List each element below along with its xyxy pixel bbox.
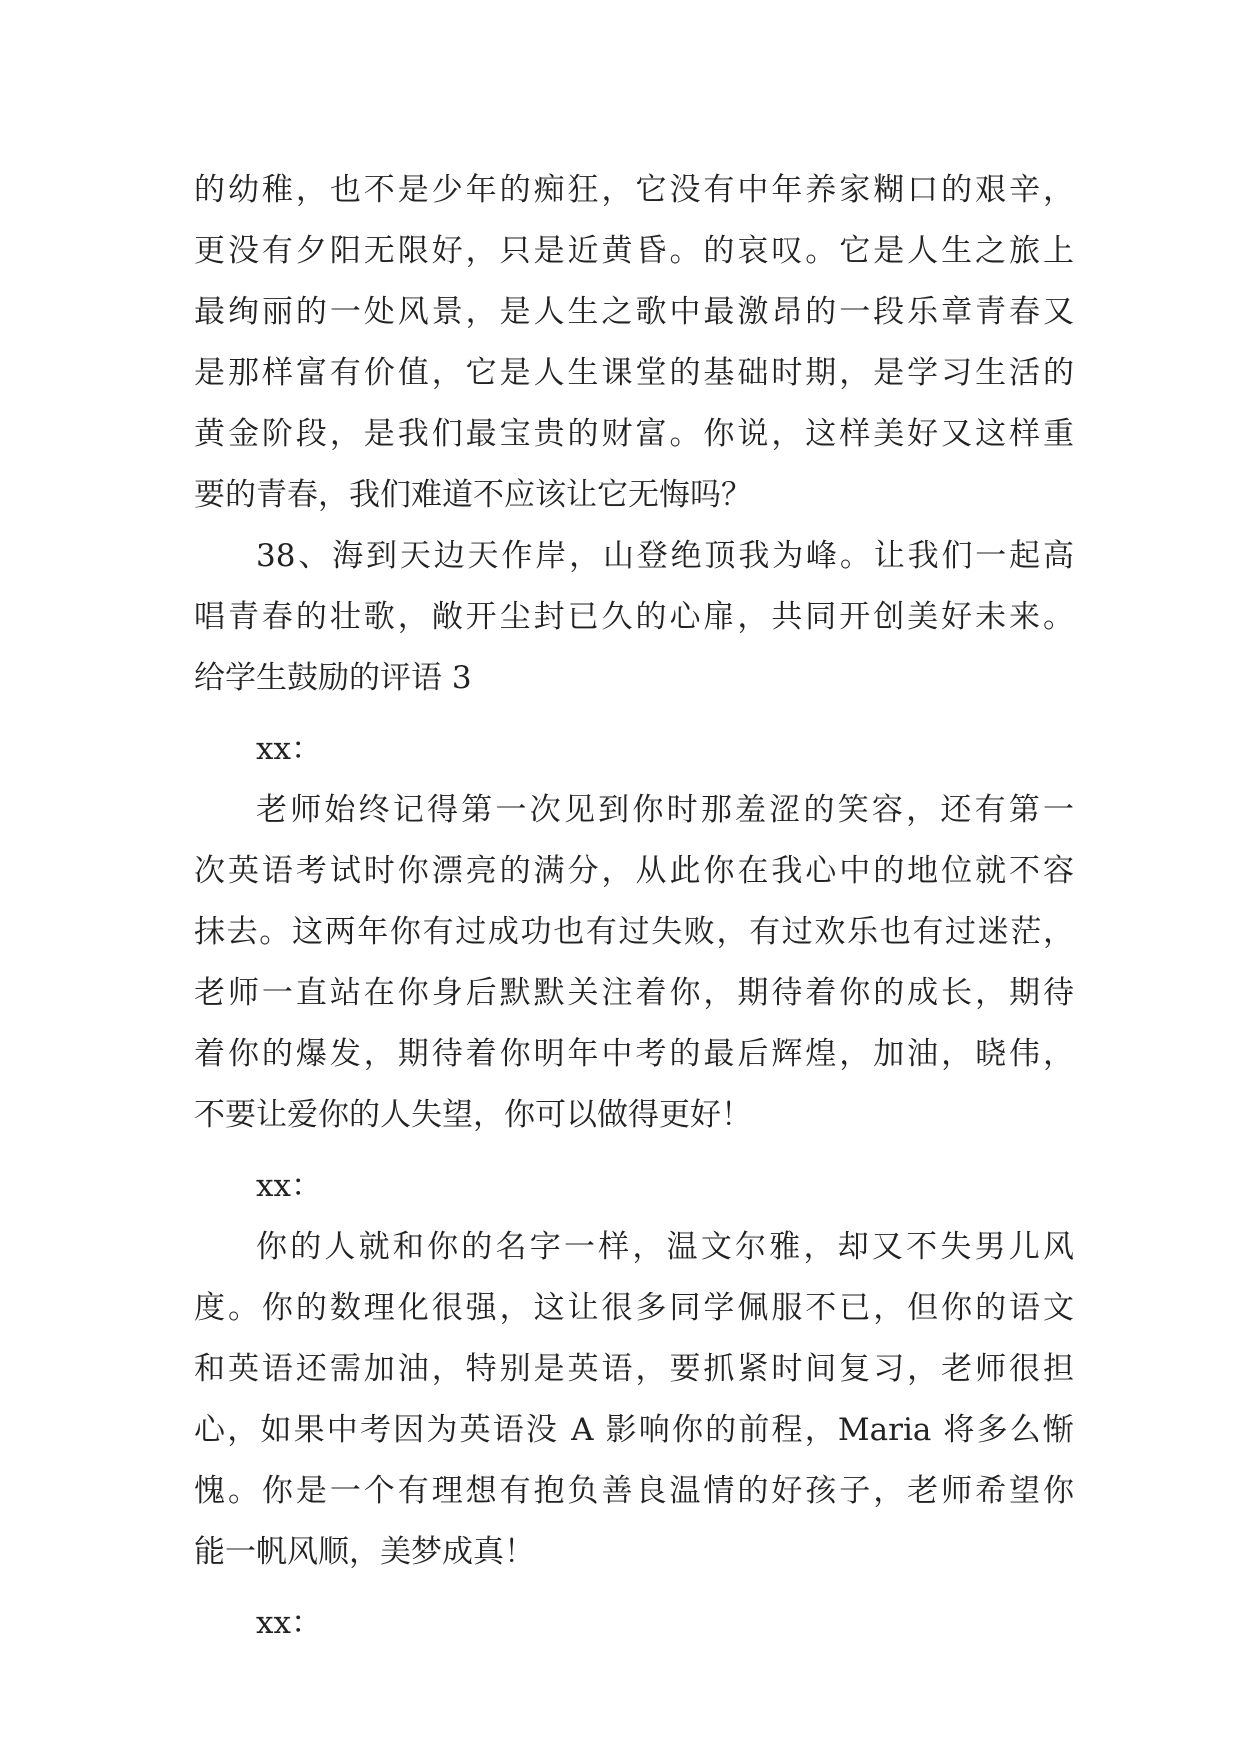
text-line: 和英语还需加油，特别是英语，要抓紧时间复习，老师很担: [194, 1351, 1074, 1387]
text-line: 唱青春的壮歌，敞开尘封已久的心扉，共同开创美好未来。: [194, 599, 1074, 635]
salutation: xx：: [256, 1168, 322, 1204]
text-line: 度。你的数理化很强，这让很多同学佩服不已，但你的语文: [194, 1290, 1074, 1326]
text-line: 要的青春，我们难道不应该让它无悔吗？: [194, 477, 752, 513]
text-line: 老师始终记得第一次见到你时那羞涩的笑容，还有第一: [256, 792, 1074, 828]
text-line: 心，如果中考因为英语没 A 影响你的前程，Maria 将多么惭: [194, 1412, 1074, 1448]
text-line: 最绚丽的一处风景，是人生之歌中最激昂的一段乐章青春又: [194, 294, 1074, 330]
document-body: [194, 160, 1074, 1654]
text-line: 你的人就和你的名字一样，温文尔雅，却又不失男儿风: [256, 1229, 1074, 1265]
salutation: xx：: [256, 731, 322, 767]
text-line: 黄金阶段，是我们最宝贵的财富。你说，这样美好又这样重: [194, 416, 1074, 452]
salutation: xx：: [256, 1605, 322, 1641]
text-line: 38、海到天边天作岸，山登绝顶我为峰。让我们一起高: [256, 538, 1074, 574]
text-line: 能一帆风顺，美梦成真！: [194, 1534, 535, 1570]
text-line: 更没有夕阳无限好，只是近黄昏。的哀叹。它是人生之旅上: [194, 233, 1074, 269]
text-line: 不要让爱你的人失望，你可以做得更好！: [194, 1097, 752, 1133]
text-line: 愧。你是一个有理想有抱负善良温情的好孩子，老师希望你: [194, 1473, 1074, 1509]
text-line: 次英语考试时你漂亮的满分，从此你在我心中的地位就不容: [194, 853, 1074, 889]
text-line: 老师一直站在你身后默默关注着你，期待着你的成长，期待: [194, 975, 1074, 1011]
text-line: 的幼稚，也不是少年的痴狂，它没有中年养家糊口的艰辛，: [194, 172, 1074, 208]
text-line: 是那样富有价值，它是人生课堂的基础时期，是学习生活的: [194, 355, 1074, 391]
text-line: 抹去。这两年你有过成功也有过失败，有过欢乐也有过迷茫，: [194, 914, 1074, 950]
text-line: 着你的爆发，期待着你明年中考的最后辉煌，加油，晓伟，: [194, 1036, 1074, 1072]
section-heading: 给学生鼓励的评语 3: [194, 660, 472, 696]
